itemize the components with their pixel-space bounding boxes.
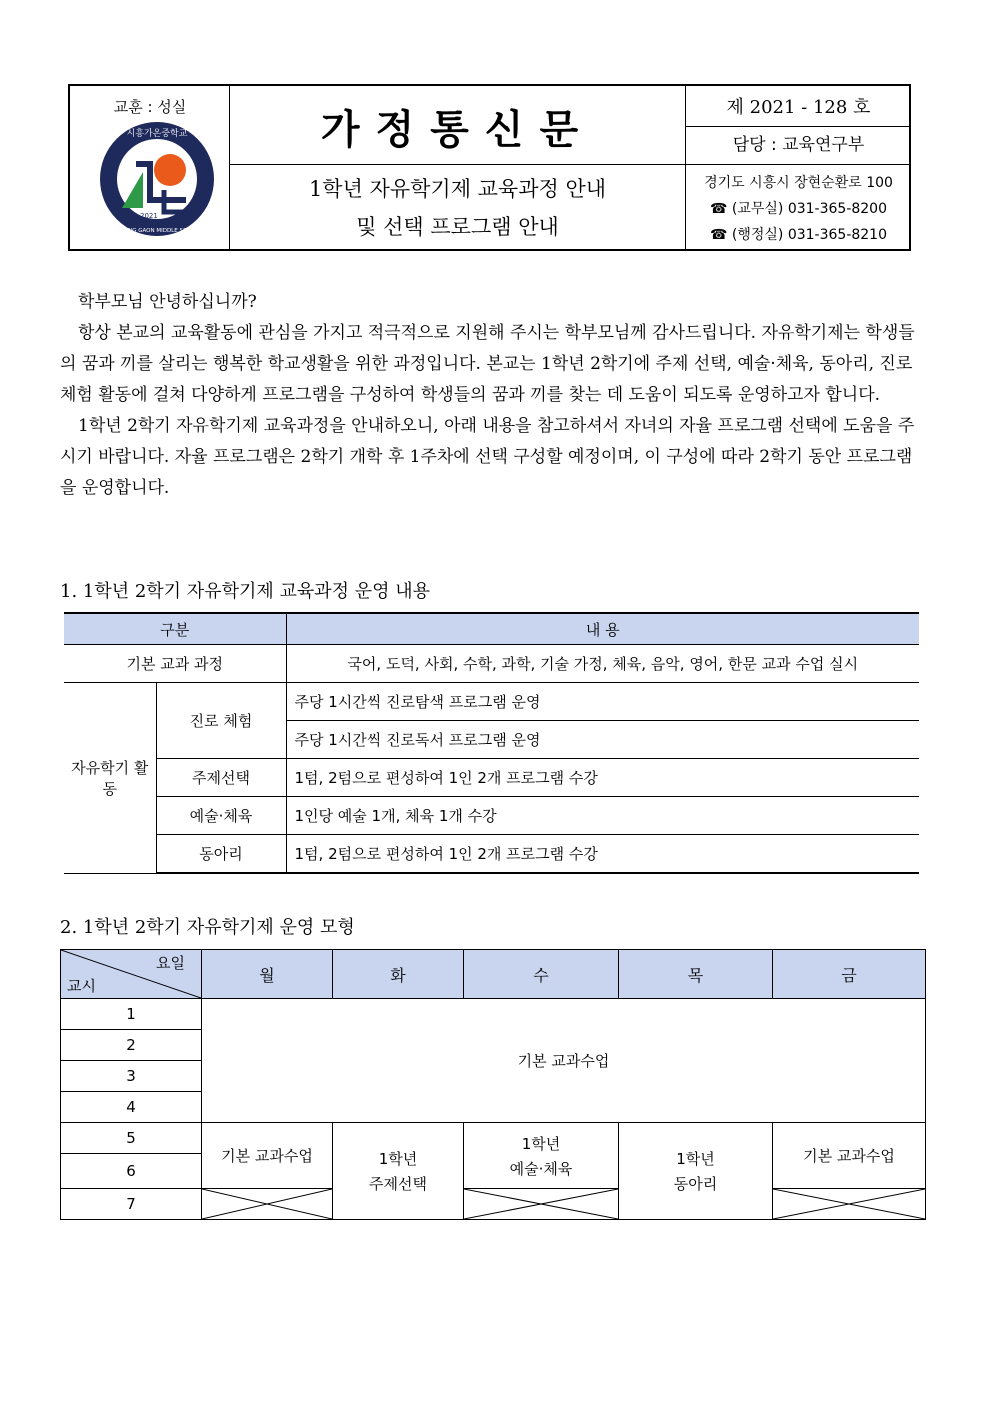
fri-afternoon: 기본 교과수업 bbox=[773, 1123, 926, 1189]
issue-number: 제 2021 - 128 호 bbox=[726, 97, 871, 118]
header-category: 구분 bbox=[64, 613, 286, 645]
day-thu: 목 bbox=[619, 950, 773, 999]
morning-block: 기본 교과수업 bbox=[202, 999, 926, 1123]
free-semester-label: 자유학기 활동 bbox=[64, 683, 156, 874]
basic-course-label: 기본 교과 과정 bbox=[64, 645, 286, 683]
row-content: 1인당 예술 1개, 체육 1개 수강 bbox=[286, 797, 919, 835]
day-fri: 금 bbox=[773, 950, 926, 999]
section-2-heading: 2. 1학년 2학기 자유학기제 운영 모형 bbox=[60, 917, 355, 938]
row-label: 주제선택 bbox=[156, 759, 286, 797]
corner-period-label: 교시 bbox=[67, 977, 96, 995]
curriculum-table bbox=[64, 612, 919, 874]
day-mon: 월 bbox=[202, 950, 333, 999]
period-4: 4 bbox=[61, 1092, 202, 1123]
section-1-heading: 1. 1학년 2학기 자유학기제 교육과정 운영 내용 bbox=[60, 581, 431, 602]
mon-afternoon: 기본 교과수업 bbox=[202, 1123, 333, 1189]
greeting: 학부모님 안녕하십니까? bbox=[78, 292, 257, 312]
tue-afternoon: 1학년 주제선택 bbox=[333, 1123, 464, 1220]
period-2: 2 bbox=[61, 1030, 202, 1061]
row-content: 주당 1시간씩 진로탐색 프로그램 운영 bbox=[286, 683, 919, 721]
row-label: 동아리 bbox=[156, 835, 286, 874]
phone-office: ☎ (교무실) 031-365-8200 bbox=[709, 201, 887, 217]
day-tue: 화 bbox=[333, 950, 464, 999]
schedule-table bbox=[60, 949, 926, 1220]
school-address: 경기도 시흥시 장현순환로 100 bbox=[704, 175, 893, 191]
corner-header bbox=[61, 950, 202, 999]
row-content: 주당 1시간씩 진로독서 프로그램 운영 bbox=[286, 721, 919, 759]
thu-afternoon: 1학년 동아리 bbox=[619, 1123, 773, 1220]
wed-afternoon: 1학년 예술·체육 bbox=[464, 1123, 619, 1189]
mon-period7-empty bbox=[202, 1189, 333, 1220]
page-title: 가정통신문 bbox=[320, 106, 595, 153]
letter-body bbox=[60, 287, 920, 504]
paragraph-2: 1학년 2학기 자유학기제 교육과정을 안내하오니, 아래 내용을 참고하셔서 자녀의 자율 프로그램 선택에 도움을 주시기 바랍니다. 자율 프로그램은 2학기 개학 후 1주차에 선택 구성할 예정이며, 이 구성에 따라 2학기 동안 프로그램을 운영합니다. bbox=[60, 416, 915, 498]
newsletter-header bbox=[68, 84, 911, 251]
row-label: 진로 체험 bbox=[156, 683, 286, 759]
notice-subtitle: 1학년 자유학기제 교육과정 안내 및 선택 프로그램 안내 bbox=[308, 177, 607, 239]
day-wed: 수 bbox=[464, 950, 619, 999]
school-logo bbox=[98, 120, 216, 238]
svg-text:2021: 2021 bbox=[140, 212, 158, 220]
paragraph-1: 항상 본교의 교육활동에 관심을 가지고 적극적으로 지원해 주시는 학부모님께 감사드립니다. 자유학기제는 학생들의 꿈과 끼를 살리는 행복한 학교생활을 위한 과정입니다. 본교는 1학년 2학기에 주제 선택, 예술·체육, 동아리, 진로 체험 활동에 걸쳐 다양하게 프로그램을 구성하여 학생들의 꿈과 끼를 찾는 데 도움이 되도록 운영하고자 합니다. bbox=[60, 323, 915, 405]
phone-admin: ☎ (행정실) 031-365-8210 bbox=[709, 227, 887, 243]
corner-day-label: 요일 bbox=[156, 954, 185, 972]
wed-period7-empty bbox=[464, 1189, 619, 1220]
fri-period7-empty bbox=[773, 1189, 926, 1220]
svg-text:SIHEUNG GAON MIDDLE SCHOOL: SIHEUNG GAON MIDDLE SCHOOL bbox=[111, 228, 203, 234]
school-contact bbox=[686, 170, 911, 248]
basic-course-content: 국어, 도덕, 사회, 수학, 과학, 기술 가정, 체육, 음악, 영어, 한문 교과 수업 실시 bbox=[286, 645, 919, 683]
row-content: 1텀, 2텀으로 편성하여 1인 2개 프로그램 수강 bbox=[286, 759, 919, 797]
period-3: 3 bbox=[61, 1061, 202, 1092]
school-motto: 교훈 : 성실 bbox=[113, 98, 187, 116]
svg-text:시흥가온중학교: 시흥가온중학교 bbox=[126, 129, 188, 139]
period-6: 6 bbox=[61, 1154, 202, 1189]
row-label: 예술·체육 bbox=[156, 797, 286, 835]
header-content: 내 용 bbox=[286, 613, 919, 645]
department-in-charge: 담당 : 교육연구부 bbox=[732, 135, 865, 155]
row-content: 1텀, 2텀으로 편성하여 1인 2개 프로그램 수강 bbox=[286, 835, 919, 874]
period-1: 1 bbox=[61, 999, 202, 1030]
period-7: 7 bbox=[61, 1189, 202, 1220]
period-5: 5 bbox=[61, 1123, 202, 1154]
